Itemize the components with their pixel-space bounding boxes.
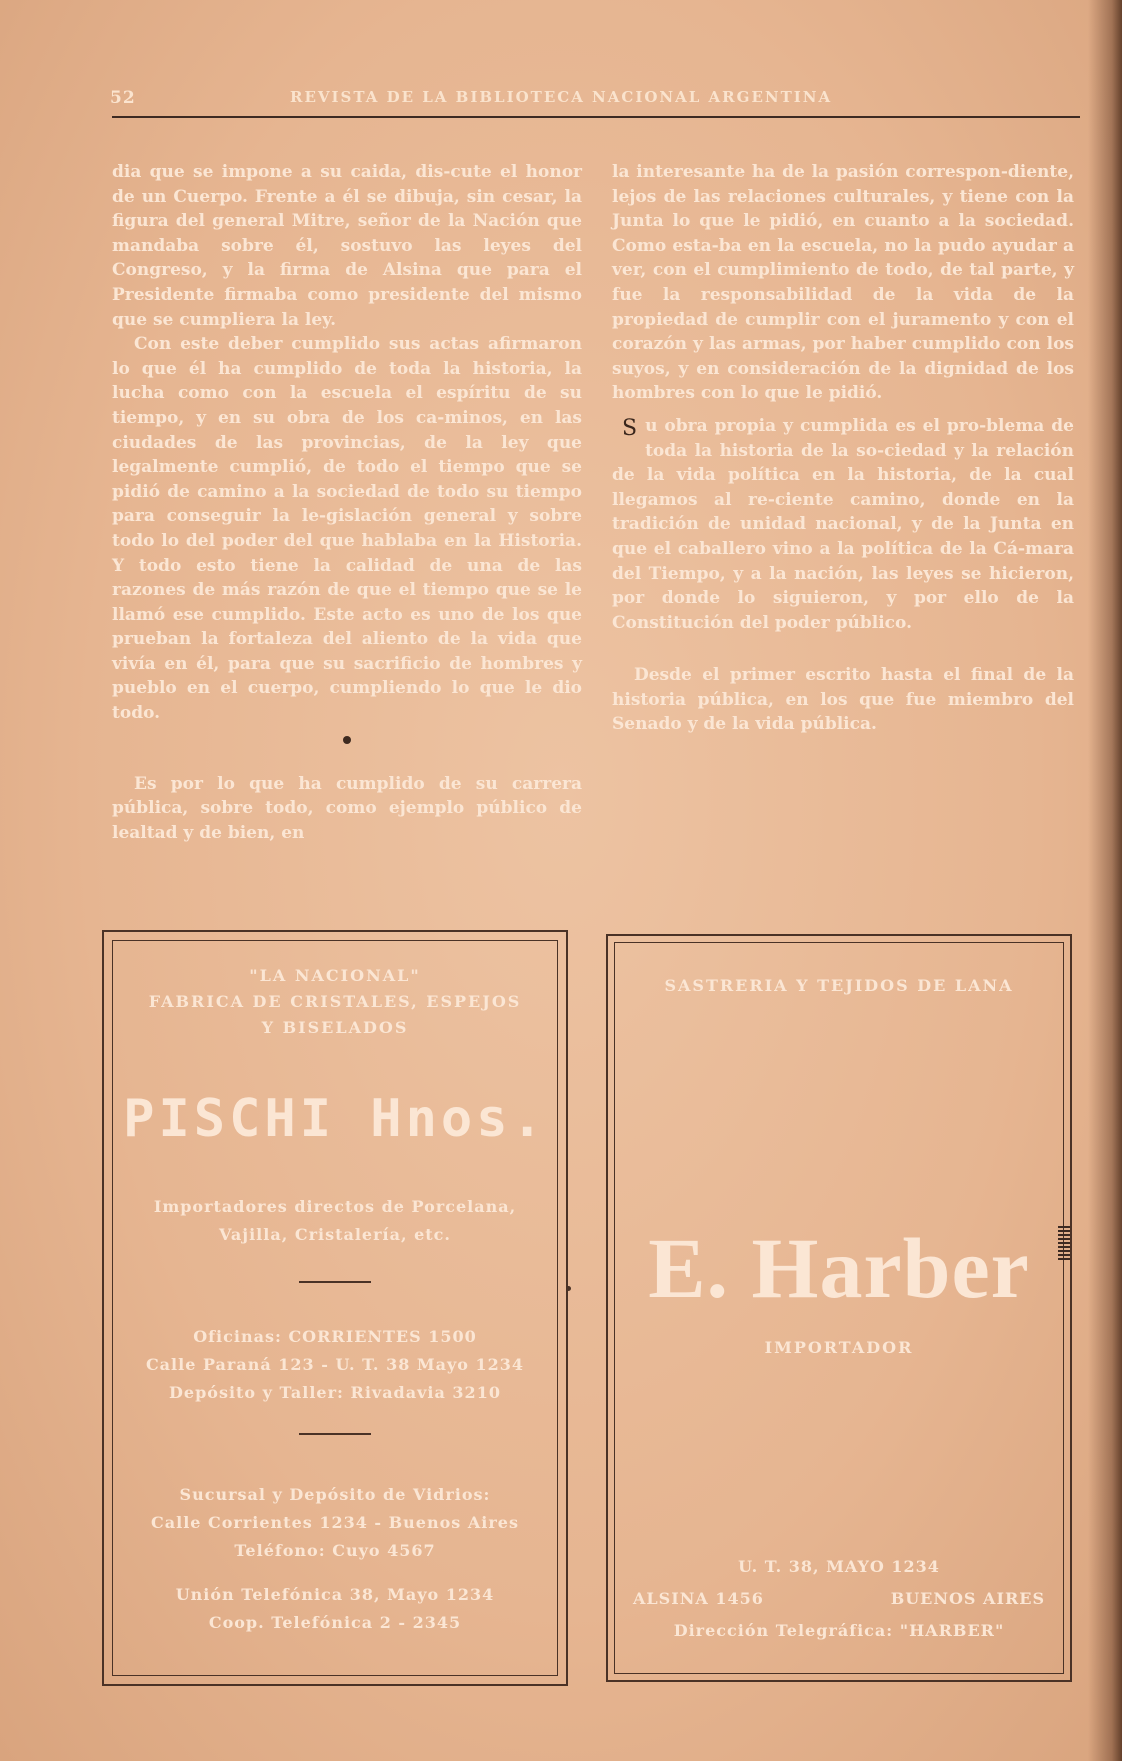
ad-left-branch-2: Calle Corrientes 1234 - Buenos Aires bbox=[151, 1513, 519, 1532]
ad-left-top-1: "LA NACIONAL" bbox=[249, 966, 421, 985]
ad-left-branch-1: Sucursal y Depósito de Vidrios: bbox=[179, 1485, 491, 1504]
ad-left-addr-2: Calle Paraná 123 - U. T. 38 Mayo 1234 bbox=[145, 1355, 525, 1374]
ad-left-desc-2: Vajilla, Cristalería, etc. bbox=[218, 1225, 451, 1244]
right-text-column bbox=[612, 160, 1074, 737]
ad-left-brand: PISCHI Hnos. bbox=[123, 1089, 547, 1149]
right-closing-paragraph: Desde el primer escrito hasta el final de la historia pública, en los que fue miembro del Senado y de la vida pública. bbox=[612, 665, 1074, 735]
page-number: 52 bbox=[110, 88, 136, 108]
right-paragraph-drop bbox=[612, 414, 1074, 635]
ad-left-rule-1 bbox=[299, 1281, 371, 1283]
stray-dot bbox=[566, 1286, 571, 1291]
ad-right-address-left: ALSINA 1456 bbox=[633, 1589, 764, 1608]
ad-right-address-right: BUENOS AIRES bbox=[890, 1589, 1045, 1608]
ad-left-branch-3: Teléfono: Cuyo 4567 bbox=[234, 1541, 436, 1560]
right-paragraph-2: u obra propia y cumplida es el pro-blema de toda la historia de la so-ciedad y la relación de la vida política en la historia, de la cual llegamos al re-ciente camino, donde en la tradición de unidad nacional, y de la Junta en que el caballero vino a la política de la Cá-mara del Tiempo, y a la nación, las leyes se hicieron, por donde lo siguieron, y por ello de la Constitución del poder público. bbox=[612, 415, 1074, 633]
ad-left-rule-2 bbox=[299, 1433, 371, 1435]
ad-left-top-2: FABRICA DE CRISTALES, ESPEJOS bbox=[148, 992, 522, 1011]
section-bullet bbox=[343, 736, 351, 744]
ad-right-header: SASTRERIA Y TEJIDOS DE LANA bbox=[664, 976, 1014, 995]
margin-mark bbox=[1058, 1226, 1070, 1260]
page-edge-shadow bbox=[1088, 0, 1122, 1761]
running-head: REVISTA DE LA BIBLIOTECA NACIONAL ARGENTINA bbox=[290, 88, 833, 106]
ad-left-phone-2: Coop. Telefónica 2 - 2345 bbox=[208, 1613, 462, 1632]
ad-right-phone: U. T. 38, MAYO 1234 bbox=[738, 1557, 940, 1576]
ad-left-inner-frame bbox=[112, 940, 558, 1676]
ad-right-inner-frame bbox=[614, 942, 1064, 1674]
ad-left-addr-3: Depósito y Taller: Rivadavia 3210 bbox=[169, 1383, 501, 1402]
ad-right-subtitle: IMPORTADOR bbox=[764, 1338, 914, 1357]
page-header bbox=[110, 88, 1080, 114]
right-paragraph-1: la interesante ha de la pasión correspon-diente, lejos de las relaciones culturales, y tiene con la Junta lo que le pidió, en cuanto a la sociedad. Como esta-ba en la escuela, no la pudo ayudar a ver, con el cumplimiento de todo, de tal parte, y fue la responsabilidad de la vida de la propiedad de cumplir con el juramento y con el corazón y las armas, por haber cumplido con los suyos, y en consideración de la dignidad de los hombres con lo que le pidió. bbox=[612, 162, 1074, 404]
left-paragraph-2: Con este deber cumplido sus actas afirmaron lo que él ha cumplido de toda la historia, la lucha como con la escuela el espíritu de su tiempo, y en su obra de los ca-minos, en las ciudades de las provincias, de la ley que legalmente cumplió, de todo el tiempo que se pidió de camino a la sociedad de todo su tiempo para conseguir la le-gislación general y sobre todo lo del poder del que hablaba en la Historia. Y todo esto tiene la calidad de una de las razones de más razón de que el tiempo que se le llamó ese cumplido. Este acto es uno de los que prueban la fortaleza del aliento de la vida que vivía en él, para que su sacrificio de hombres y pueblo en el cuerpo, cumpliendo lo que le dio todo. bbox=[112, 334, 582, 724]
ad-right-telegraph: Dirección Telegráfica: "HARBER" bbox=[673, 1621, 1005, 1640]
left-paragraph-1: dia que se impone a su caida, dis-cute el honor de un Cuerpo. Frente a él se dibuja, sin cesar, la figura del general Mitre, señor de la Nación que mandaba sobre él, sostuvo las leyes del Congreso, y la firma de Alsina que para el Presidente firmaba como presidente del mismo que se cumpliera la ley. bbox=[112, 162, 582, 330]
header-rule bbox=[112, 116, 1080, 118]
left-closing-paragraph: Es por lo que ha cumplido de su carrera pública, sobre todo, como ejemplo público de lealtad y de bien, en bbox=[112, 773, 582, 843]
ad-left-top-3: Y BISELADOS bbox=[261, 1018, 409, 1037]
ad-left-phone-1: Unión Telefónica 38, Mayo 1234 bbox=[175, 1585, 495, 1604]
advertisement-harber bbox=[606, 934, 1072, 1682]
drop-cap-letter: S bbox=[622, 415, 638, 441]
left-text-column bbox=[112, 160, 582, 845]
ad-right-brand: E. Harber bbox=[648, 1220, 1030, 1316]
ad-left-desc-1: Importadores directos de Porcelana, bbox=[153, 1197, 517, 1216]
advertisement-pischi bbox=[102, 930, 568, 1686]
ad-left-addr-1: Oficinas: CORRIENTES 1500 bbox=[193, 1327, 477, 1346]
